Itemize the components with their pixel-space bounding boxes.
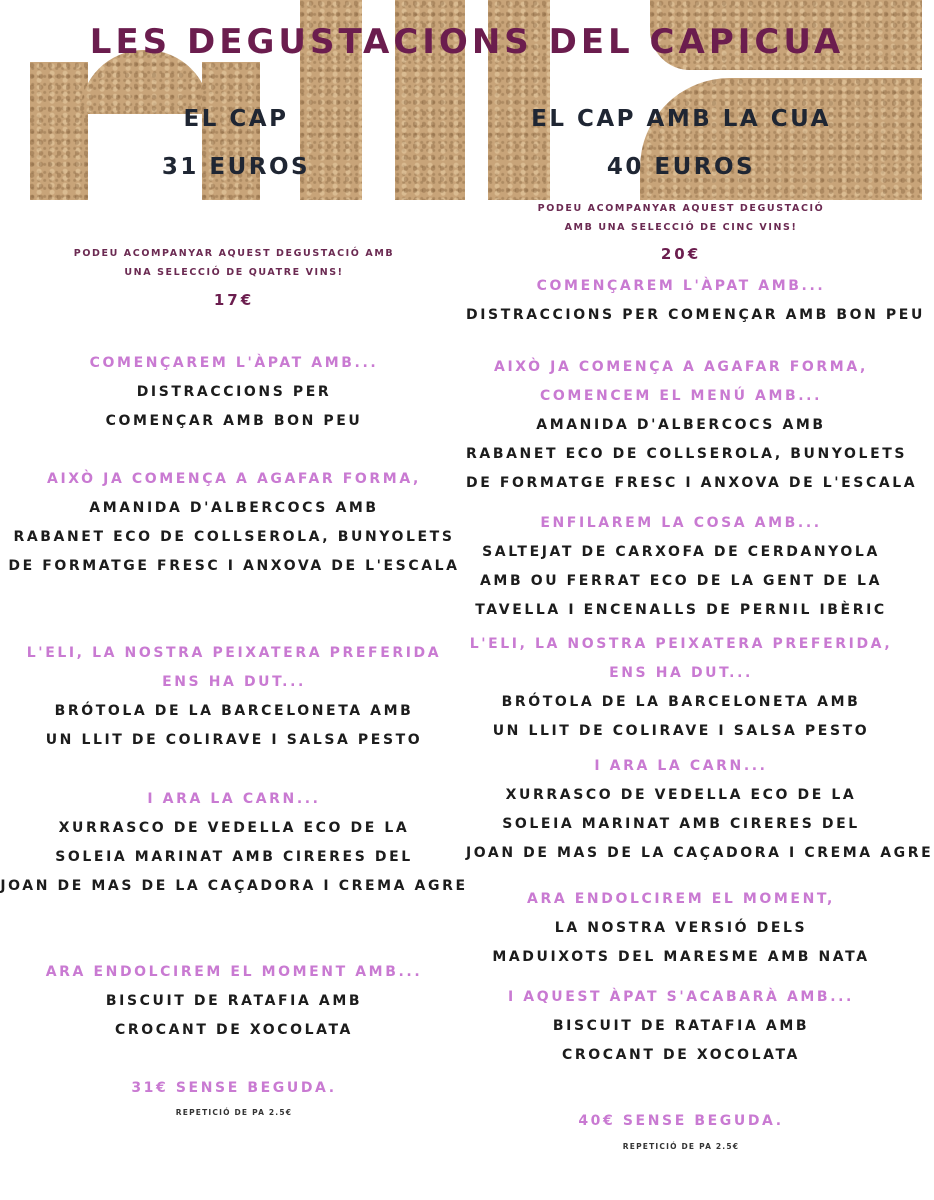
dish-line: JOAN DE MAS DE LA CAÇADORA I CREMA AGRE: [466, 845, 934, 861]
course-label: AIXÒ JA COMENÇA A AGAFAR FORMA,: [494, 359, 868, 375]
footer-price: 31€ SENSE BEGUDA.: [131, 1080, 337, 1096]
dish-line: DE FORMATGE FRESC I ANXOVA DE L'ESCALA: [8, 558, 460, 574]
dish-line: CROCANT DE XOCOLATA: [561, 1047, 800, 1063]
menu-name-el-cap: EL CAP: [183, 106, 289, 132]
page-title: LES DEGUSTACIONS DEL CAPICUA: [89, 22, 845, 62]
dish-line: TAVELLA I ENCENALLS DE PERNIL IBÈRIC: [475, 602, 887, 618]
dish-line: MADUIXOTS DEL MARESME AMB NATA: [492, 949, 870, 965]
course-label: L'ELI, LA NOSTRA PEIXATERA PREFERIDA,: [469, 636, 893, 652]
dish-line: JOAN DE MAS DE LA CAÇADORA I CREMA AGRE: [0, 878, 468, 894]
bread-note: REPETICIÓ DE PA 2.5€: [622, 1142, 740, 1151]
dish-line: CROCANT DE XOCOLATA: [114, 1022, 353, 1038]
wine-note: PODEU ACOMPANYAR AQUEST DEGUSTACIÓ AMB: [73, 248, 395, 259]
course-label: COMENÇAREM L'ÀPAT AMB...: [536, 278, 826, 294]
dish-line: SOLEIA MARINAT AMB CIRERES DEL: [502, 816, 860, 832]
course-label: I ARA LA CARN...: [147, 791, 321, 807]
dish-line: DE FORMATGE FRESC I ANXOVA DE L'ESCALA: [466, 475, 918, 491]
course-label: ENS HA DUT...: [609, 665, 753, 681]
dish-line: SOLEIA MARINAT AMB CIRERES DEL: [55, 849, 413, 865]
bread-note: REPETICIÓ DE PA 2.5€: [175, 1108, 293, 1117]
wine-price: 17€: [213, 291, 255, 309]
wine-note: PODEU ACOMPANYAR AQUEST DEGUSTACIÓ: [537, 203, 825, 214]
banner-letter-shape: [640, 78, 922, 200]
course-label: ARA ENDOLCIREM EL MOMENT AMB...: [45, 964, 423, 980]
menu-name-el-cap-amb-la-cua: EL CAP AMB LA CUA: [531, 106, 831, 132]
dish-line: DISTRACCIONS PER: [136, 384, 332, 400]
wine-note: AMB UNA SELECCIÓ DE CINC VINS!: [564, 222, 798, 233]
dish-line: BRÓTOLA DE LA BARCELONETA AMB: [54, 703, 414, 719]
course-label: COMENCEM EL MENÚ AMB...: [539, 388, 823, 404]
dish-line: BISCUIT DE RATAFIA AMB: [105, 993, 363, 1009]
footer-price: 40€ SENSE BEGUDA.: [578, 1113, 784, 1129]
dish-line: RABANET ECO DE COLLSEROLA, BUNYOLETS: [13, 529, 455, 545]
course-label: AIXÒ JA COMENÇA A AGAFAR FORMA,: [47, 471, 421, 487]
menu-price-el-cap-amb-la-cua: 40 EUROS: [606, 154, 756, 180]
menu-price-el-cap: 31 EUROS: [161, 154, 311, 180]
dish-line: COMENÇAR AMB BON PEU: [105, 413, 363, 429]
dish-line: BRÓTOLA DE LA BARCELONETA AMB: [501, 694, 861, 710]
course-label: ENFILAREM LA COSA AMB...: [540, 515, 822, 531]
wine-note: UNA SELECCIÓ DE QUATRE VINS!: [124, 267, 344, 278]
dish-line: XURRASCO DE VEDELLA ECO DE LA: [58, 820, 410, 836]
wine-price: 20€: [660, 245, 702, 263]
dish-line: AMANIDA D'ALBERCOCS AMB: [536, 417, 826, 433]
dish-line: DISTRACCIONS PER COMENÇAR AMB BON PEU: [466, 307, 925, 323]
course-label: I ARA LA CARN...: [594, 758, 768, 774]
course-label: COMENÇAREM L'ÀPAT AMB...: [89, 355, 379, 371]
dish-line: UN LLIT DE COLIRAVE I SALSA PESTO: [45, 732, 423, 748]
dish-line: XURRASCO DE VEDELLA ECO DE LA: [505, 787, 857, 803]
dish-line: LA NOSTRA VERSIÓ DELS: [554, 920, 808, 936]
course-label: ARA ENDOLCIREM EL MOMENT,: [527, 891, 835, 907]
dish-line: BISCUIT DE RATAFIA AMB: [552, 1018, 810, 1034]
course-label: I AQUEST ÀPAT S'ACABARÀ AMB...: [508, 989, 854, 1005]
dish-line: RABANET ECO DE COLLSEROLA, BUNYOLETS: [466, 446, 908, 462]
course-label: ENS HA DUT...: [162, 674, 306, 690]
dish-line: SALTEJAT DE CARXOFA DE CERDANYOLA: [482, 544, 880, 560]
dish-line: AMANIDA D'ALBERCOCS AMB: [89, 500, 379, 516]
course-label: L'ELI, LA NOSTRA PEIXATERA PREFERIDA: [26, 645, 442, 661]
dish-line: UN LLIT DE COLIRAVE I SALSA PESTO: [492, 723, 870, 739]
banner-letter-shape: [30, 62, 88, 200]
dish-line: AMB OU FERRAT ECO DE LA GENT DE LA: [479, 573, 883, 589]
